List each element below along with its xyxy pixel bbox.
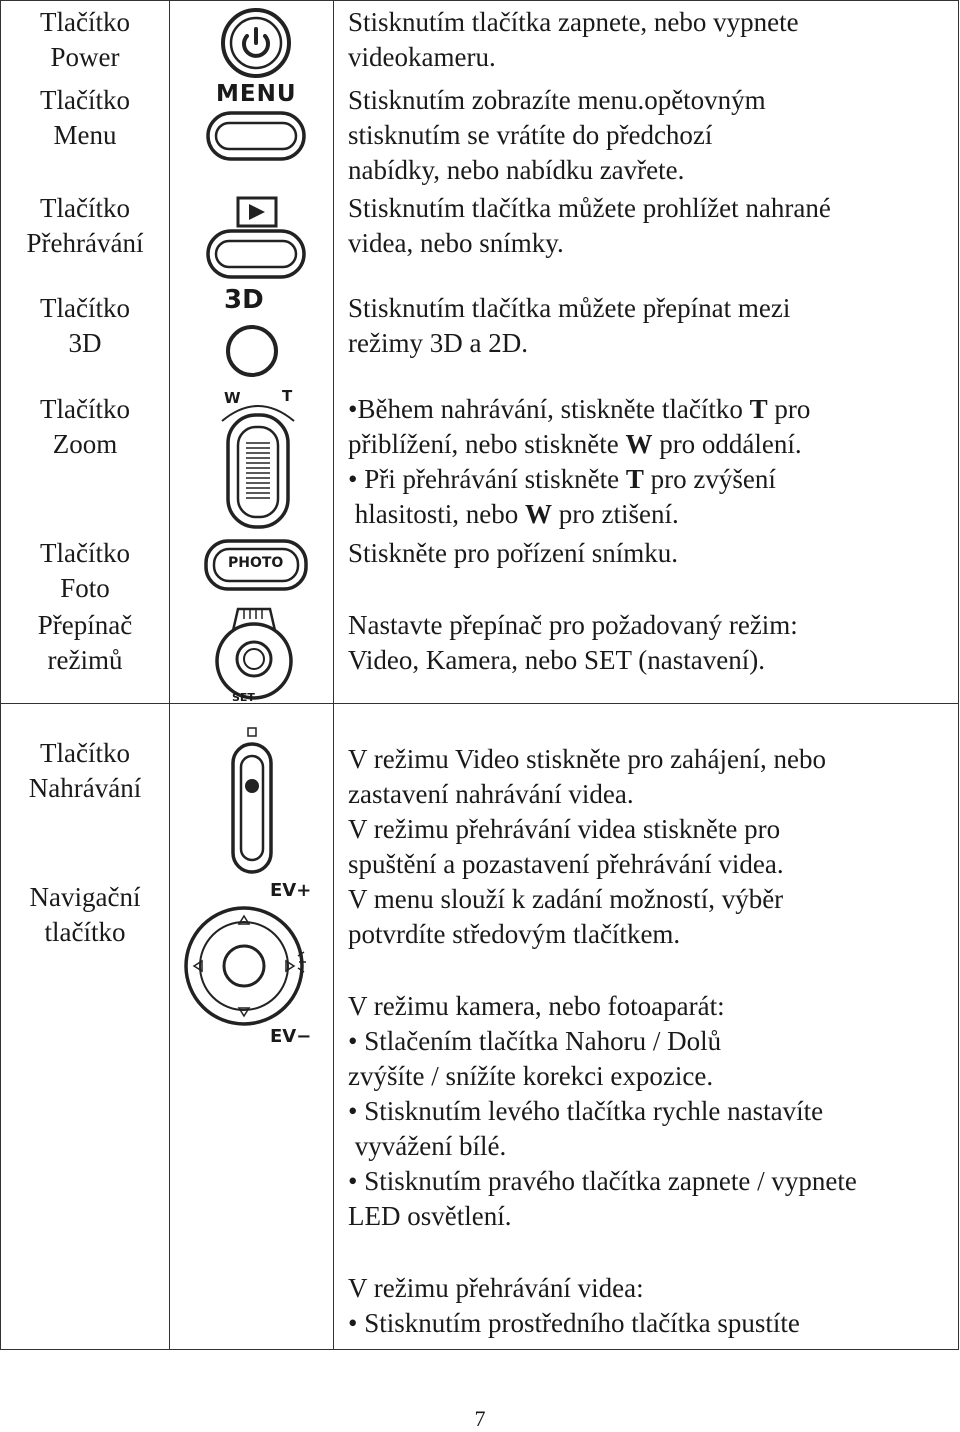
3d-label: 3D — [224, 285, 264, 315]
control-descriptions-bottom — [334, 704, 959, 1350]
description-power: Stisknutím tlačítka zapnete, nebo vypnete videokameru. — [348, 7, 799, 72]
zoom-lever-icon — [218, 393, 298, 533]
control-name-menu: Tlačítko Menu — [40, 85, 130, 150]
control-descriptions-top — [334, 1, 959, 704]
control-icons-bottom — [170, 704, 334, 1350]
power-button-icon — [220, 7, 292, 79]
mode-switch-icon — [202, 605, 306, 701]
control-name-zoom: Tlačítko Zoom — [40, 394, 130, 459]
control-name-playback: Tlačítko Přehrávání — [26, 193, 144, 258]
photo-label: PHOTO — [228, 555, 284, 571]
description-3d: Stisknutím tlačítka můžete přepínat mezi režimy 3D a 2D. — [348, 293, 791, 358]
description-menu: Stisknutím zobrazíte menu.opětovným stisknutím se vrátíte do předchozí nabídky, nebo nabídku zavřete. — [348, 85, 766, 185]
ev-plus-label: EV+ — [270, 880, 312, 901]
menu-label: MENU — [216, 81, 297, 107]
control-name-power: Tlačítko Power — [40, 7, 130, 72]
record-button-icon — [230, 726, 274, 876]
control-names-bottom — [1, 704, 170, 1350]
page-number: 7 — [474, 1406, 486, 1431]
control-names-top — [1, 1, 170, 704]
description-playback: Stisknutím tlačítka můžete prohlížet nahrané videa, nebo snímky. — [348, 193, 831, 258]
control-name-record: Tlačítko Nahrávání — [28, 738, 142, 803]
control-icons-top — [170, 1, 334, 704]
control-name-navigation: Navigační tlačítko — [29, 882, 141, 947]
control-name-mode-switch: Přepínač režimů — [37, 610, 133, 675]
menu-button-icon — [206, 111, 306, 161]
ev-minus-label: EV− — [270, 1026, 312, 1047]
zoom-w-label: W — [224, 389, 241, 407]
description-record: V režimu Video stiskněte pro zahájení, nebo zastavení nahrávání videa. V režimu přehrávání videa stiskněte pro spuštění a pozastavení přehrávání videa. — [348, 744, 826, 879]
control-name-3d: Tlačítko 3D — [40, 293, 130, 358]
play-icon — [236, 196, 278, 228]
playback-button-icon — [206, 229, 306, 279]
description-zoom: •Během nahrávání, stiskněte tlačítko T pro přiblížení, nebo stiskněte W pro oddálení. • Při přehrávání stiskněte T pro zvýšení hlasitosti, nebo W pro ztišení. — [348, 394, 811, 529]
description-navigation: V menu slouží k zadání možností, výběr potvrdíte středovým tlačítkem. V režimu kamera, nebo fotoaparát: • Stlačením tlačítka Nahoru / Dolů zvýšíte / snížíte korekci expozice. • Stisknutím levého tlačítka rychle nastavíte vyvážení bílé. • Stisknutím pravého tlačítka zapnete / vypnete LED osvětlení. V režimu přehrávání videa: • Stisknutím prostředního tlačítka spustíte — [348, 884, 857, 1338]
description-mode-switch: Nastavte přepínač pro požadovaný režim: Video, Kamera, nebo SET (nastavení). — [348, 610, 798, 675]
control-name-photo: Tlačítko Foto — [40, 538, 130, 603]
zoom-t-label: T — [282, 387, 293, 405]
3d-button-icon — [224, 323, 280, 379]
set-label: SET — [232, 691, 255, 704]
description-photo: Stiskněte pro pořízení snímku. — [348, 538, 678, 568]
navigation-pad-icon — [182, 902, 312, 1032]
